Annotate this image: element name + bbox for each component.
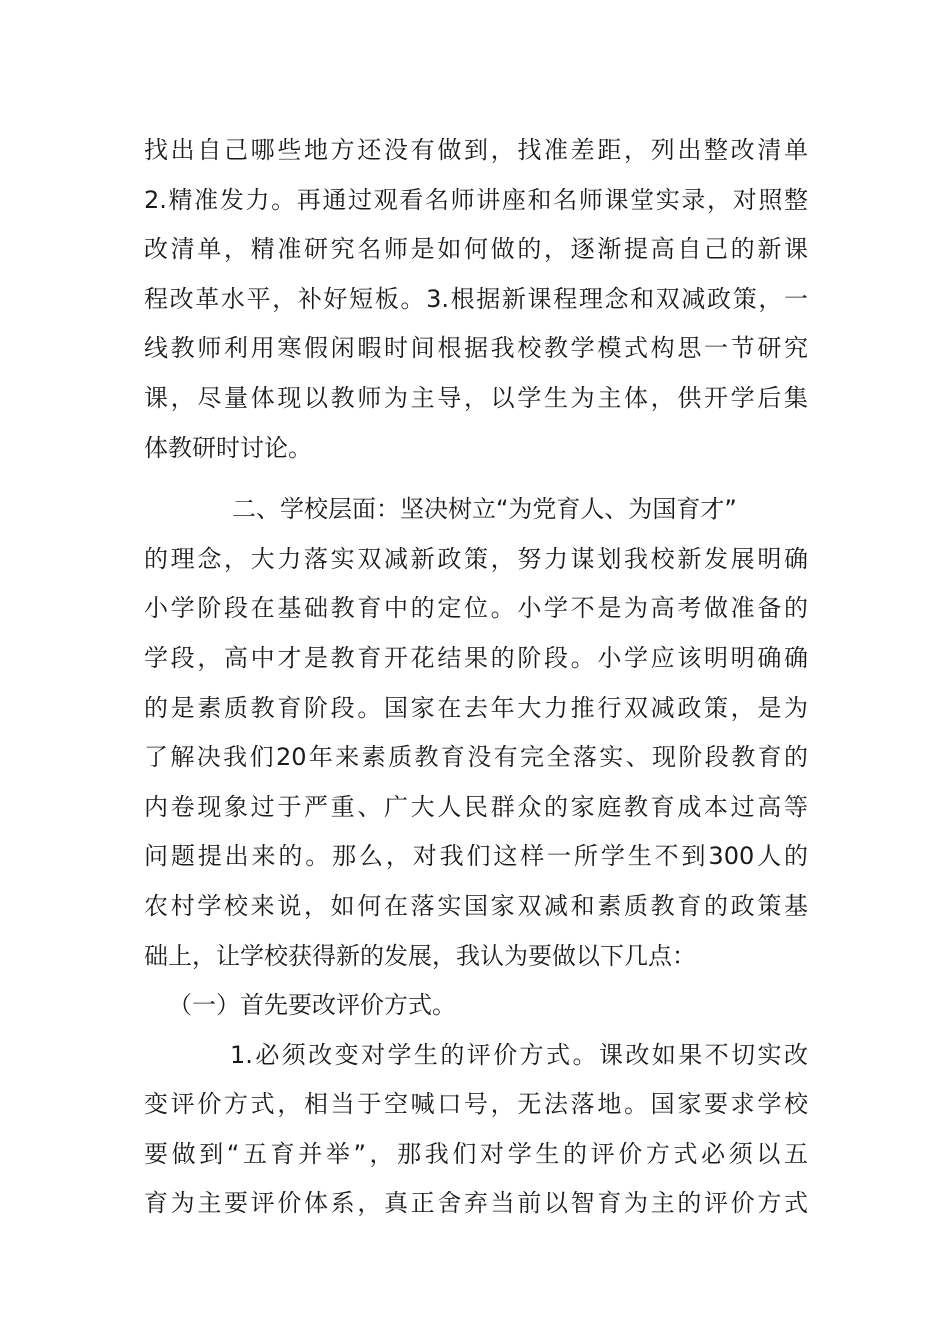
text-line: 2.精准发力。再通过观看名师讲座和名师课堂实录，对照整 bbox=[144, 185, 808, 214]
text-line: 了解决我们20年来素质教育没有完全落实、现阶段教育的 bbox=[144, 743, 808, 772]
text-line: 线教师利用寒假闲暇时间根据我校教学模式构思一节研究 bbox=[144, 334, 808, 363]
text-line: 改清单，精准研究名师是如何做的，逐渐提高自己的新课 bbox=[144, 235, 808, 264]
text-line: 育为主要评价体系，真正舍弃当前以智育为主的评价方式 bbox=[144, 1189, 808, 1218]
text-line: 变评价方式，相当于空喊口号，无法落地。国家要求学校 bbox=[144, 1090, 808, 1119]
paragraph-2 bbox=[144, 485, 808, 981]
text-line: 1.必须改变对学生的评价方式。课改如果不切实改 bbox=[230, 1040, 808, 1069]
paragraph-3 bbox=[144, 981, 808, 1031]
text-line: 学段，高中才是教育开花结果的阶段。小学应该明明确确 bbox=[144, 643, 808, 672]
text-line: 农村学校来说，如何在落实国家双减和素质教育的政策基 bbox=[144, 891, 808, 920]
text-line: 础上，让学校获得新的发展，我认为要做以下几点： bbox=[144, 941, 696, 970]
text-line: 小学阶段在基础教育中的定位。小学不是为高考做准备的 bbox=[144, 594, 808, 623]
text-line: 课，尽量体现以教师为主导，以学生为主体，供开学后集 bbox=[144, 383, 808, 412]
section-heading-line: 二、学校层面：坚决树立“为党育人、为国育才” bbox=[232, 495, 737, 524]
text-line: 要做到“五育并举”，那我们对学生的评价方式必须以五 bbox=[144, 1139, 808, 1168]
subsection-heading-line: （一）首先要改评价方式。 bbox=[168, 991, 456, 1020]
text-line: 程改革水平，补好短板。3.根据新课程理念和双减政策，一 bbox=[144, 284, 808, 313]
text-line: 找出自己哪些地方还没有做到，找准差距，列出整改清单 bbox=[144, 136, 808, 164]
text-line: 体教研时讨论。 bbox=[144, 433, 312, 462]
paragraph-1 bbox=[144, 126, 808, 473]
text-line: 内卷现象过于严重、广大人民群众的家庭教育成本过高等 bbox=[144, 792, 808, 821]
text-line: 的是素质教育阶段。国家在去年大力推行双减政策，是为 bbox=[144, 693, 808, 722]
text-line: 问题提出来的。那么，对我们这样一所学生不到300人的 bbox=[144, 842, 808, 871]
paragraph-4 bbox=[144, 1031, 808, 1229]
text-line: 的理念，大力落实双减新政策，努力谋划我校新发展明确 bbox=[144, 544, 808, 573]
document-body bbox=[144, 126, 808, 1229]
